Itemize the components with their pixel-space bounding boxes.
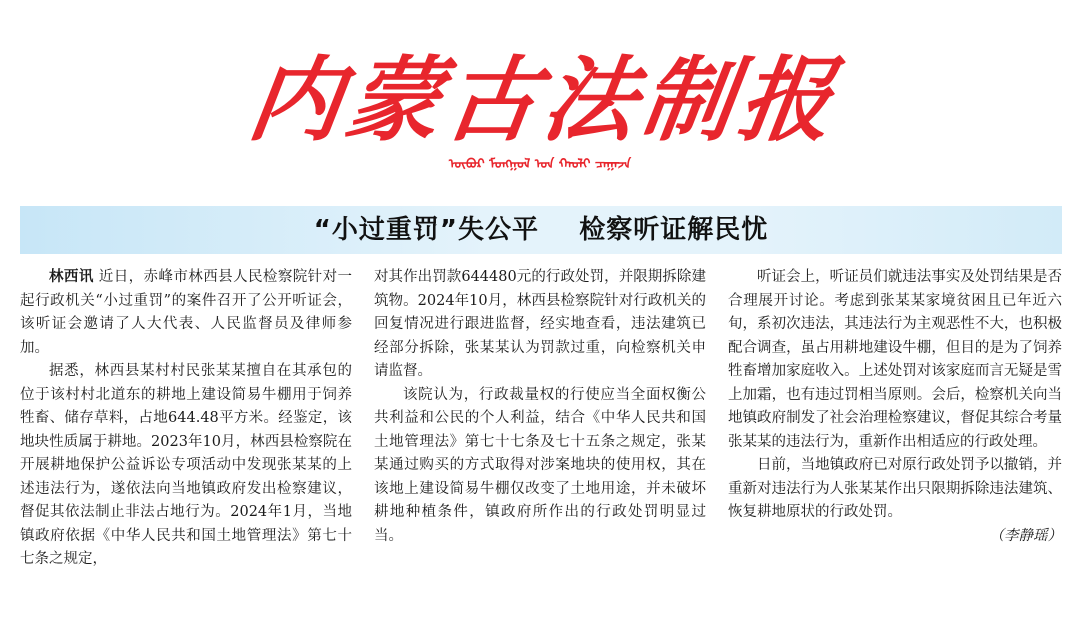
paragraph-2: 据悉，林西县某村村民张某某擅自在其承包的位于该村村北道东的耕地上建设简易牛棚用于饲养牲畜、储存草料，占地644.48平方米。经鉴定，该地块性质属于耕地。2023年10月，林西县检察院在开展耕地保护公益诉讼专项活动中发现张某某的上述违法行为，遂依法向当地镇政府发出检察建议，督促其依法制止非法占地行为。2024年1月，当地镇政府依据《中华人民共和国土地管理法》第七十七条之规定，: [20, 363, 352, 567]
article-column-3: [728, 266, 1062, 616]
paragraph-1: [20, 266, 352, 360]
article-column-2: [374, 266, 706, 616]
paragraph-2-continued: 对其作出罚款644480元的行政处罚，并限期拆除建筑物。2024年10月，林西县检察院针对行政机关的回复情况进行跟进监督，经实地查看，违法建筑已经部分拆除，张某某认为罚款过重，向检察机关申请监督。: [374, 269, 706, 379]
masthead-mongolian-title: ᠥᠪᠦᠷ ᠮᠣᠩᠭᠣᠯ ᠤᠨ ᠬᠠᠤᠯᠢ ᠴᠠᠭᠠᠵᠠ: [448, 157, 632, 172]
byline: 林西讯: [49, 269, 94, 285]
article-column-1: [20, 266, 352, 616]
author-credit: （李静瑶）: [989, 527, 1062, 544]
headline-part-1: “小过重罚”失公平: [313, 215, 539, 245]
paragraph-4: 听证会上，听证员们就违法事实及处罚结果是否合理展开讨论。考虑到张某某家境贫困且已年近六旬，系初次违法，其违法行为主观恶性不大，也积极配合调查，虽占用耕地建设牛棚，但目的是为了饲养牲畜增加家庭收入。上述处罚对该家庭而言无疑是雪上加霜，也有违过罚相当原则。会后，检察机关向当地镇政府制发了社会治理检察建议，督促其综合考量张某某的违法行为，重新作出相适应的行政处理。: [728, 269, 1062, 450]
article-headline: [20, 206, 1062, 254]
masthead: [0, 0, 1080, 190]
paragraph-5: 日前，当地镇政府已对原行政处罚予以撤销，并重新对违法行为人张某某作出只限期拆除违法建筑、恢复耕地原状的行政处罚。: [728, 457, 1062, 520]
paragraph-3: 该院认为，行政裁量权的行使应当全面权衡公共利益和公民的个人利益，结合《中华人民共和国土地管理法》第七十七条及七十五条之规定，张某某通过购买的方式取得对涉案地块的使用权，其在该地上建设简易牛棚仅改变了土地用途，并未破坏耕地种植条件，镇政府所作出的行政处罚明显过当。: [374, 386, 706, 544]
masthead-title: 内蒙古法制报: [242, 45, 846, 154]
article-body: [20, 266, 1062, 616]
masthead-graphic: [0, 0, 1080, 190]
paragraph-1-text: 近日，赤峰市林西县人民检察院针对一起行政机关“小过重罚”的案件召开了公开听证会，该听证会邀请了人大代表、人民监督员及律师参加。: [20, 269, 353, 356]
headline-bar: [20, 206, 1062, 254]
headline-part-2: 检察听证解民忧: [579, 215, 769, 245]
